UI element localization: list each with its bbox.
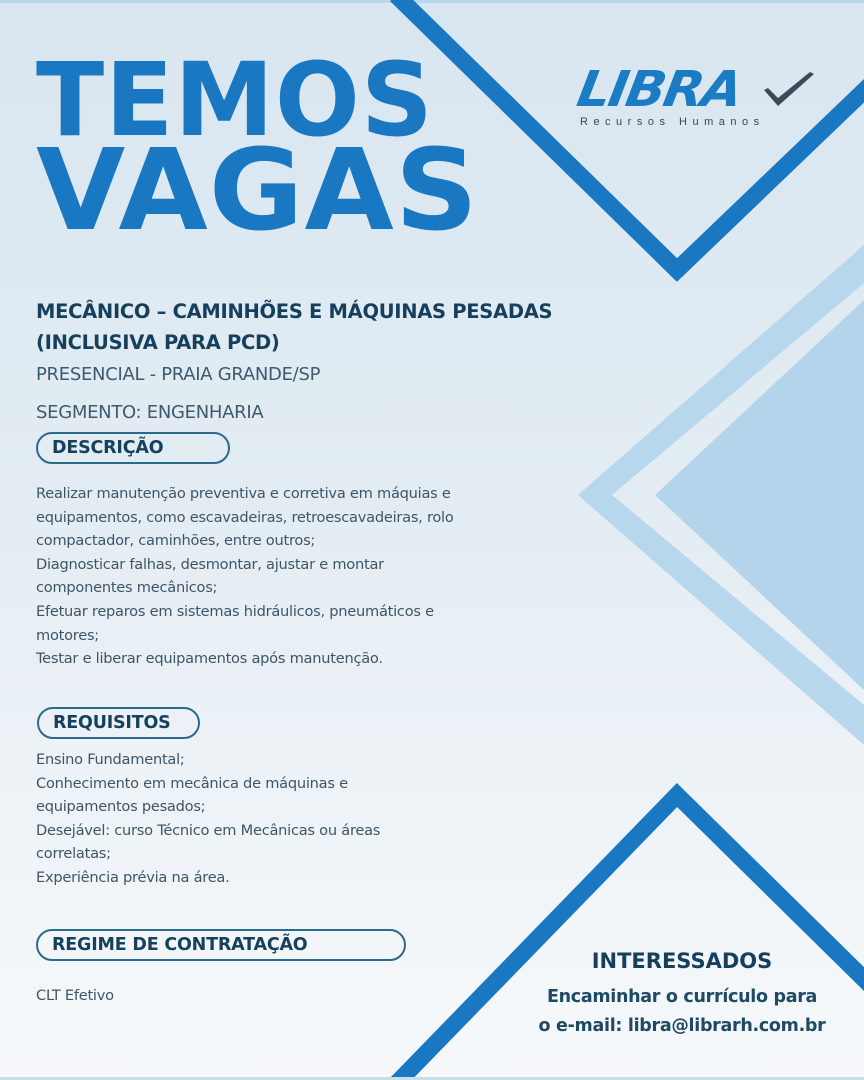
call-to-action: [500, 946, 864, 1041]
cta-email-line: o e-mail: libra@librarh.com.br: [538, 1016, 826, 1036]
section-label-contract: REGIME DE CONTRATAÇÃO: [36, 929, 406, 961]
cta-title: INTERESSADOS: [591, 949, 773, 973]
description-line: Efetuar reparos em sistemas hidráulicos, pneumáticos e: [36, 602, 434, 620]
job-title-line2: (INCLUSIVA PARA PCD): [36, 331, 280, 354]
job-segment: SEGMENTO: ENGENHARIA: [36, 402, 264, 423]
job-location: PRESENCIAL - PRAIA GRANDE/SP: [36, 364, 321, 385]
description-line: equipamentos, como escavadeiras, retroescavadeiras, rolo: [36, 508, 454, 526]
job-title-line1: MECÂNICO – CAMINHÕES E MÁQUINAS PESADAS: [36, 300, 553, 323]
description-line: motores;: [36, 626, 99, 644]
section-label-requirements: REQUISITOS: [37, 707, 200, 739]
headline-line2: VAGAS: [36, 126, 479, 256]
requirement-line: equipamentos pesados;: [36, 798, 206, 816]
headline: [36, 41, 479, 256]
section-label-description: DESCRIÇÃO: [36, 432, 230, 464]
description-text: [36, 482, 454, 671]
contract-value: CLT Efetivo: [36, 987, 114, 1004]
job-header: [36, 296, 676, 426]
cta-line1: Encaminhar o currículo para: [546, 987, 818, 1007]
headline-line1: TEMOS: [36, 41, 434, 160]
description-line: Testar e liberar equipamentos após manutenção.: [36, 650, 383, 668]
description-line: Diagnosticar falhas, desmontar, ajustar e montar: [36, 555, 384, 573]
requirement-line: Conhecimento em mecânica de máquinas e: [36, 774, 348, 792]
requirement-line: Ensino Fundamental;: [36, 751, 185, 768]
logo-wordmark: LIBRA: [572, 61, 746, 119]
requirements-text: [36, 748, 380, 890]
description-line: compactador, caminhões, entre outros;: [36, 532, 316, 550]
requirement-line: Experiência prévia na área.: [36, 868, 230, 886]
description-line: Realizar manutenção preventiva e corretiva em máquias e: [36, 485, 451, 502]
description-line: componentes mecânicos;: [36, 579, 218, 597]
requirement-line: Desejável: curso Técnico em Mecânicas ou áreas: [36, 821, 381, 839]
company-logo: [572, 61, 818, 128]
logo-tagline: Recursos Humanos: [580, 116, 765, 128]
requirement-line: correlatas;: [36, 845, 111, 863]
checkmark-icon: [758, 68, 818, 112]
